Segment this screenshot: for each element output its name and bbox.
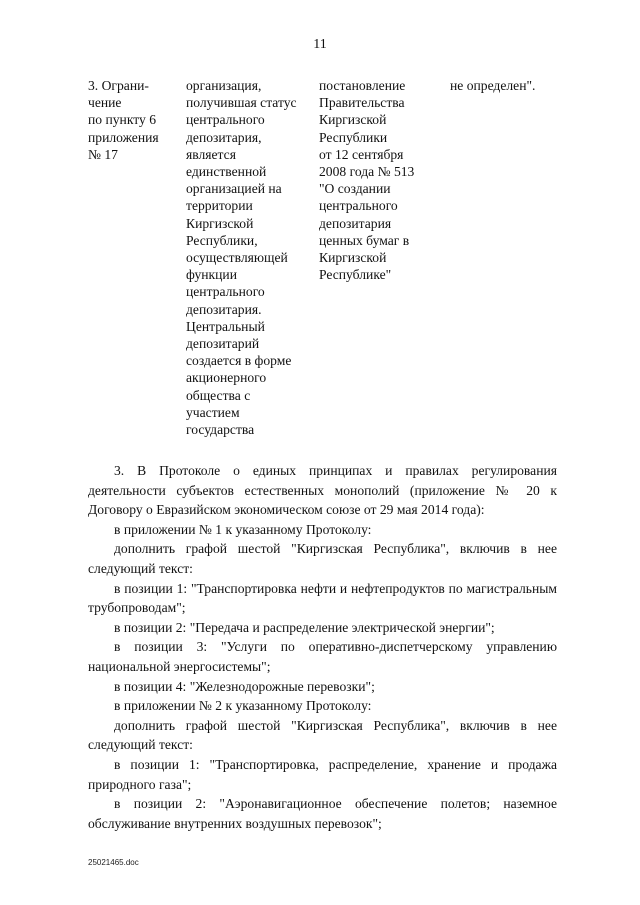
paragraph: в позиции 3: "Услуги по оперативно-диспетчерскому управлению национальной энергосистемы"; [88,639,557,674]
document-filename: 25021465.doc [88,858,139,867]
paragraph: в позиции 4: "Железнодорожные перевозки"; [114,678,375,694]
paragraph: дополнить графой шестой "Киргизская Республика", включив в нее следующий текст: [88,717,557,753]
document-body [88,461,557,833]
table-cell-legal-basis: постановление Правительства Киргизской Республики от 12 сентября 2008 года № 513 "О создании центрального депозитария ценных бумаг в Киргизской Республике" [319,78,415,283]
paragraph: в позиции 2: "Передача и распределение электрической энергии"; [114,619,495,635]
paragraph: в позиции 1: "Транспортировка нефти и нефтепродуктов по магистральным трубопроводам"; [88,580,557,616]
paragraph: в приложении № 1 к указанному Протоколу: [114,521,372,537]
table-cell-restriction: 3. Ограни- чение по пункту 6 приложения № 17 [88,78,159,162]
paragraph: 3. В Протоколе о единых принципах и правилах регулирования деятельности субъектов естественных монополий (приложение № 20 к Договору о Евразийском экономическом союзе от 29 мая 2014 года): [88,463,557,518]
paragraph: в позиции 1: "Транспортировка, распределение, хранение и продажа природного газа"; [88,756,557,792]
table-cell-description: организация, получившая статус центрального депозитария, является единственной организацией на территории Киргизской Республики, осуществляющей функции центрального депозитария. Центральный депозитарий создается в форме акционерного общества с участием государства [186,78,297,438]
paragraph: дополнить графой шестой "Киргизская Республика", включив в нее следующий текст: [88,541,557,576]
page-number: 11 [313,37,327,52]
paragraph: в позиции 2: "Аэронавигационное обеспечение полетов; наземное обслуживание внутренних воздушных перевозок"; [88,796,557,831]
paragraph: в приложении № 2 к указанному Протоколу: [114,698,372,714]
table-cell-term: не определен". [450,78,536,93]
